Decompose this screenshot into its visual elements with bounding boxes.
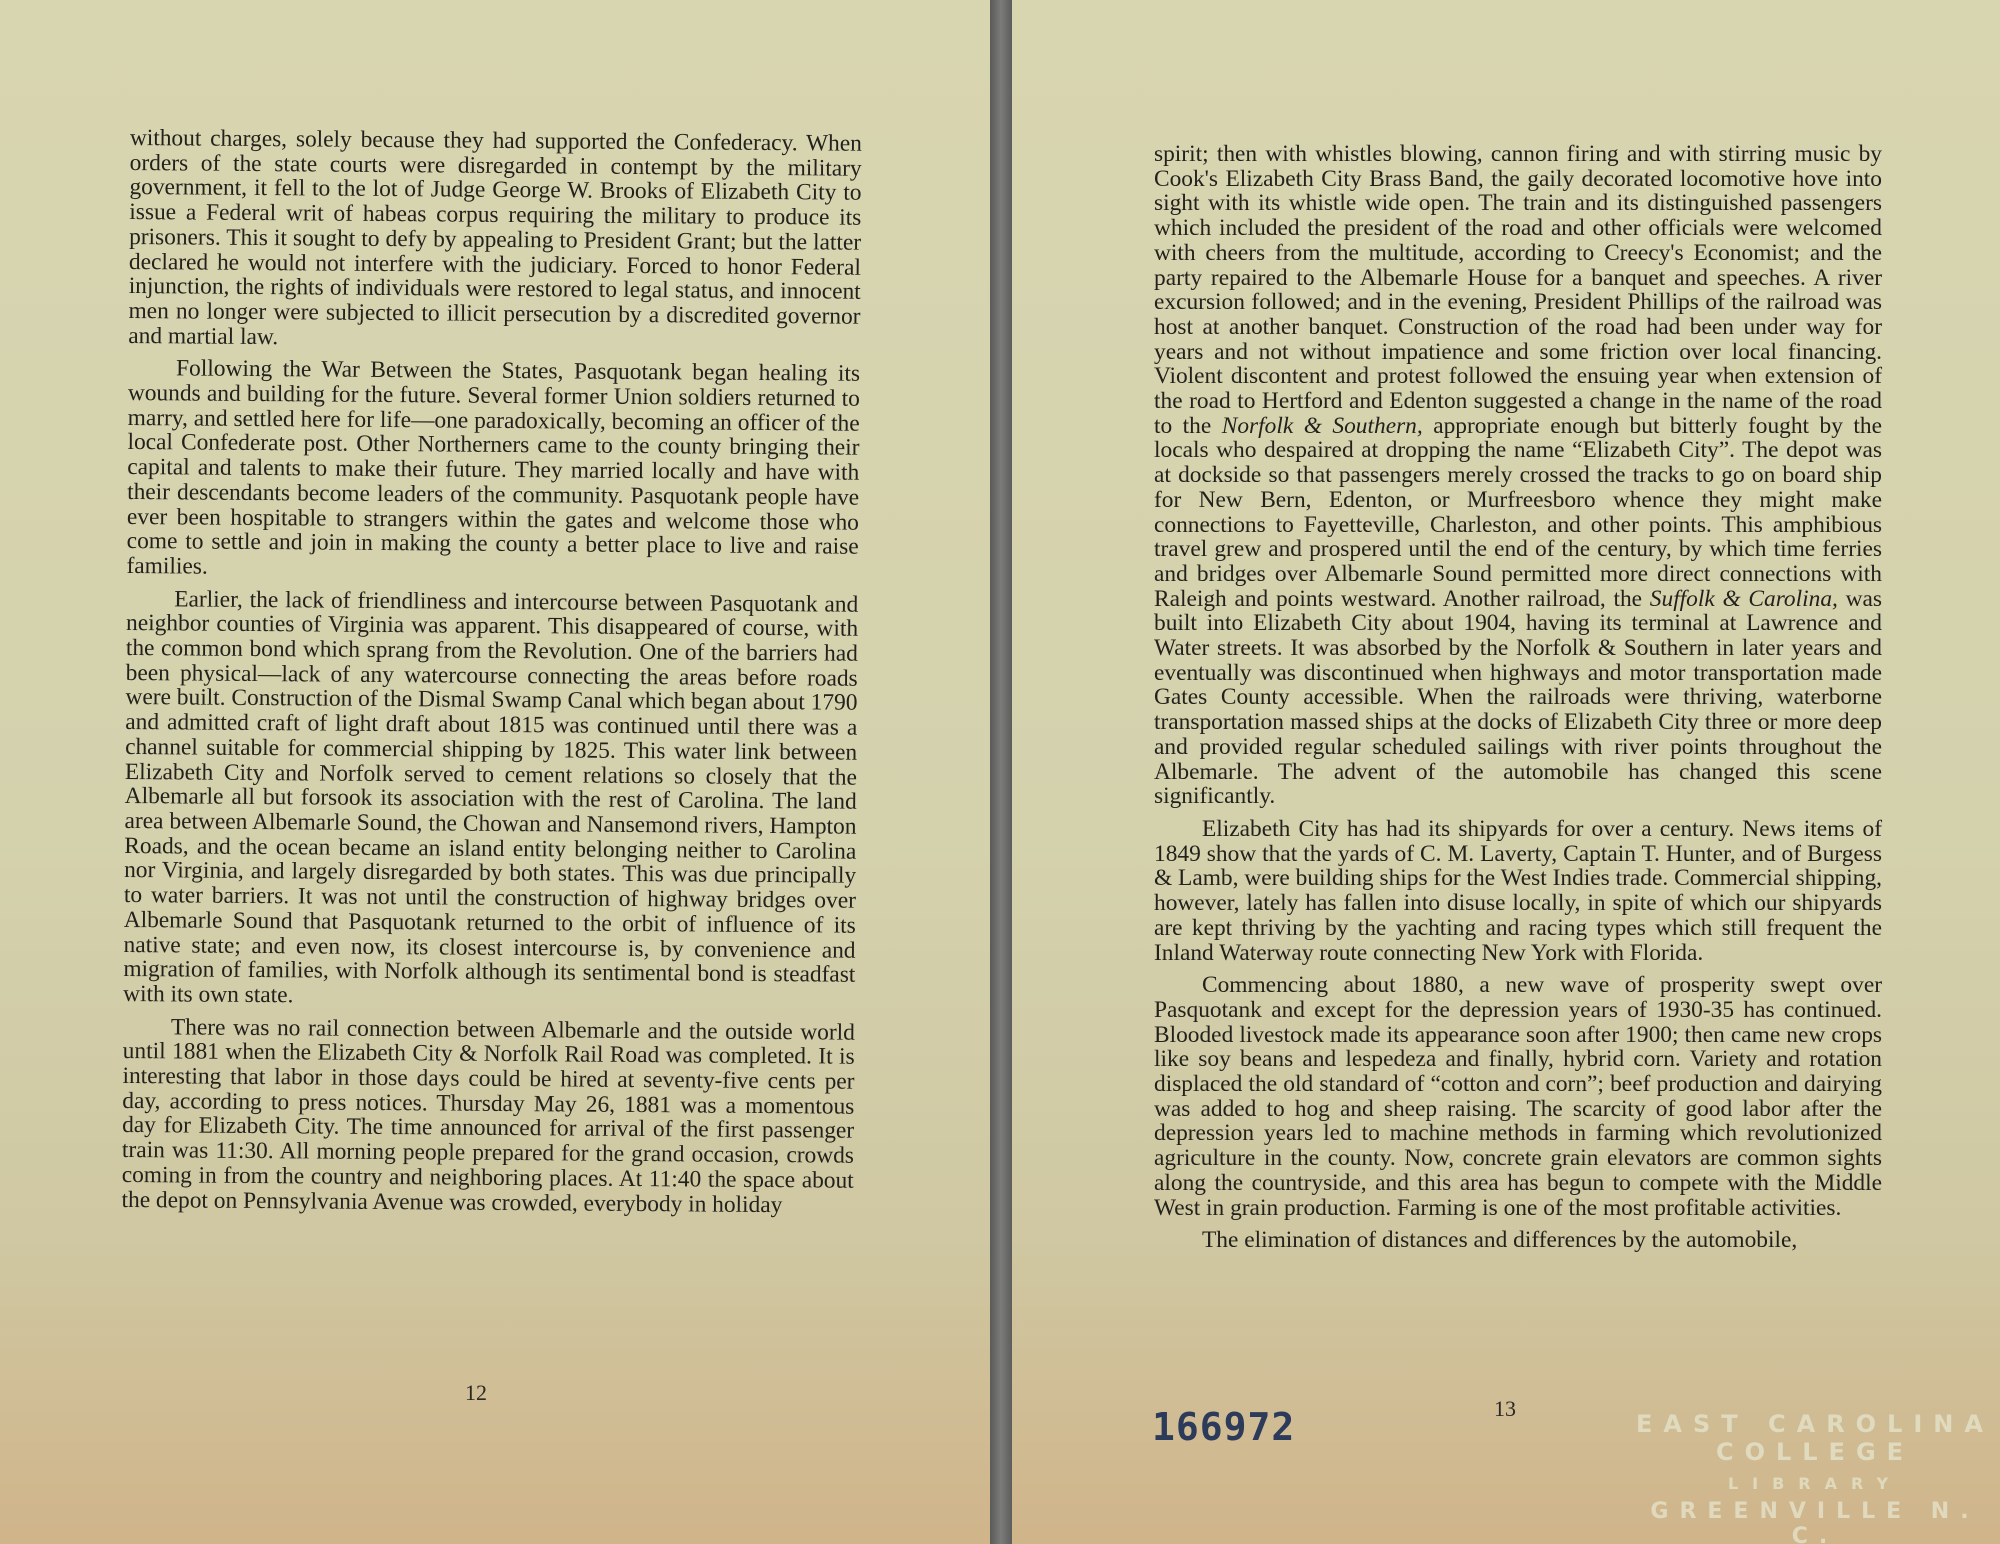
library-stamp-line-3: GREENVILLE N. C.: [1650, 1499, 1980, 1544]
right-page: [1012, 0, 2000, 1544]
right-page-text: [1154, 142, 1882, 1261]
left-page: [0, 0, 990, 1544]
right-paragraph-2: Elizabeth City has had its shipyards for over a century. News items of 1849 show that the yards of C. M. Laverty, Captain T. Hunter, and of Burgess & Lamb, were building ships for the West Indies trade. Commercial shipping, however, lately has fallen into disuse locally, in spite of which our shipyards are kept thriving by the yachting and racing types which still frequent the Inland Waterway route connecting New York with Florida.: [1154, 815, 1882, 966]
right-paragraph-1-part-a: spirit; then with whistles blowing, cannon firing and with stirring music by Cook's Elizabeth City Brass Band, the gaily decorated locomotive hove into sight with its whistle wide open. The train and its distinguished passengers which included the president of the road and other officials were welcomed with cheers from the multitude, according to Creecy's Economist; and the party repaired to the Albemarle House for a banquet and speeches. A river excursion followed; and in the evening, President Phillips of the railroad was host at another banquet. Construction of the road had been under way for years and not without impatience and some friction over local financing. Violent discontent and protest followed the ensuing year when extension of the road to Hertford and Edenton suggested a change in the name of the road to the: [1154, 141, 1882, 439]
page-number-right: 13: [1494, 1396, 1516, 1421]
left-paragraph-1: without charges, solely because they had supported the Confederacy. When orders of the state courts were disregarded in contempt by the military government, it fell to the lot of Judge George W. Brooks of Elizabeth City to issue a Federal writ of habeas corpus requiring the military to produce its prisoners. This it sought to defy by appealing to President Grant; but the latter declared he would not interfere with the judiciary. Forced to honor Federal injunction, the rights of individuals were restored to legal status, and innocent men no longer were subjected to illicit persecution by a discredited governor and martial law.: [128, 125, 862, 350]
library-stamp-line-2: LIBRARY: [1727, 1474, 1903, 1493]
left-page-text: [121, 126, 862, 1226]
library-stamp-line-1: EAST CAROLINA COLLEGE: [1636, 1410, 1994, 1466]
page-number-left: 12: [465, 1380, 487, 1405]
right-paragraph-4: The elimination of distances and differences by the automobile,: [1202, 1227, 1798, 1254]
left-paragraph-4: There was no rail connection between Albemarle and the outside world until 1881 when the Elizabeth City & Norfolk Rail Road was completed. It is interesting that labor in those days could be hired at seventy-five cents per day, according to press notices. Thursday May 26, 1881 was a momentous day for Elizabeth City. The time announced for arrival of the first passenger train was 11:30. All morning people prepared for the grand occasion, crowds coming in from the country and neighboring places. At 11:40 the space about the depot on Pennsylvania Avenue was crowded, everybody in holiday: [121, 1013, 856, 1218]
book-gutter: [990, 0, 1012, 1544]
right-paragraph-1-part-b: appropriate enough but bitterly fought by the locals who despaired at dropping the name “Elizabeth City”. The depot was at dockside so that passengers merely crossed the tracks to go on board ship for New Bern, Edenton, or Murfreesboro whence they might make connections to Fayetteville, Charleston, and other points. This amphibious travel grew and prospered until the end of the century, by which time ferries and bridges over Albemarle Sound permitted more direct connections with Raleigh and points westward. Another railroad, the: [1154, 412, 1882, 612]
railroad-name-suffolk-carolina: Suffolk & Carolina,: [1649, 585, 1838, 612]
library-embossed-stamp: [1620, 1410, 2000, 1544]
left-paragraph-3: Earlier, the lack of friendliness and intercourse between Pasquotank and neighbor counties of Virginia was apparent. This disappeared of course, with the common bond which sprang from the Revolution. One of the barriers had been physical—lack of any watercourse connecting the areas before roads were built. Construction of the Dismal Swamp Canal which began about 1790 and admitted craft of light draft about 1815 was continued until there was a channel suitable for commercial shipping by 1825. This water link between Elizabeth City and Norfolk served to cement relations so closely that the Albemarle all but forsook its association with the rest of Carolina. The land area between Albemarle Sound, the Chowan and Nansemond rivers, Hampton Roads, and the ocean became an island entity belonging neither to Carolina nor Virginia, and largely disregarded by both states. This was due principally to water barriers. It was not until the construction of highway bridges over Albemarle Sound that Pasquotank returned to the orbit of influence of its native state; and even now, its closest intercourse is, by convenience and migration of families, with Norfolk although its sentimental bond is steadfast with its own state.: [123, 586, 859, 1009]
railroad-name-norfolk-southern: Norfolk & Southern,: [1221, 412, 1423, 439]
left-paragraph-2: Following the War Between the States, Pasquotank began healing its wounds and building for the future. Several former Union soldiers returned to marry, and settled here for life—one paradoxically, becoming an officer of the local Confederate post. Other Northerners came to the county bringing their capital and talents to make their future. They married locally and have with their descendants become leaders of the community. Pasquotank people have ever been hospitable to strangers within the gates and welcome those who come to settle and join in making the county a better place to live and raise families.: [126, 355, 861, 580]
right-paragraph-1-part-c: was built into Elizabeth City about 1904, having its terminal at Lawrence and Water streets. It was absorbed by the Norfolk & Southern in later years and eventually was discontinued when highways and motor transportation made Gates County accessible. When the railroads were thriving, waterborne transportation massed ships at the docks of Elizabeth City three or more deep and provided regular scheduled sailings with river points throughout the Albemarle. The advent of the automobile has changed this scene significantly.: [1154, 585, 1882, 810]
right-paragraph-3: Commencing about 1880, a new wave of prosperity swept over Pasquotank and except for the depression years of 1930-35 has continued. Blooded livestock made its appearance soon after 1900; then came new crops like soy beans and lespedeza and finally, hybrid corn. Variety and rotation displaced the old standard of “cotton and corn”; beef production and dairying was added to hog and sheep raising. The scarcity of good labor after the depression years led to machine methods in farming which revolutionized agriculture in the county. Now, concrete grain elevators are common sights along the countryside, and this area has begun to compete with the Middle West in grain production. Farming is one of the most profitable activities.: [1154, 972, 1882, 1221]
right-paragraph-1: [1154, 142, 1882, 809]
accession-number-stamp: 166972: [1152, 1405, 1296, 1449]
